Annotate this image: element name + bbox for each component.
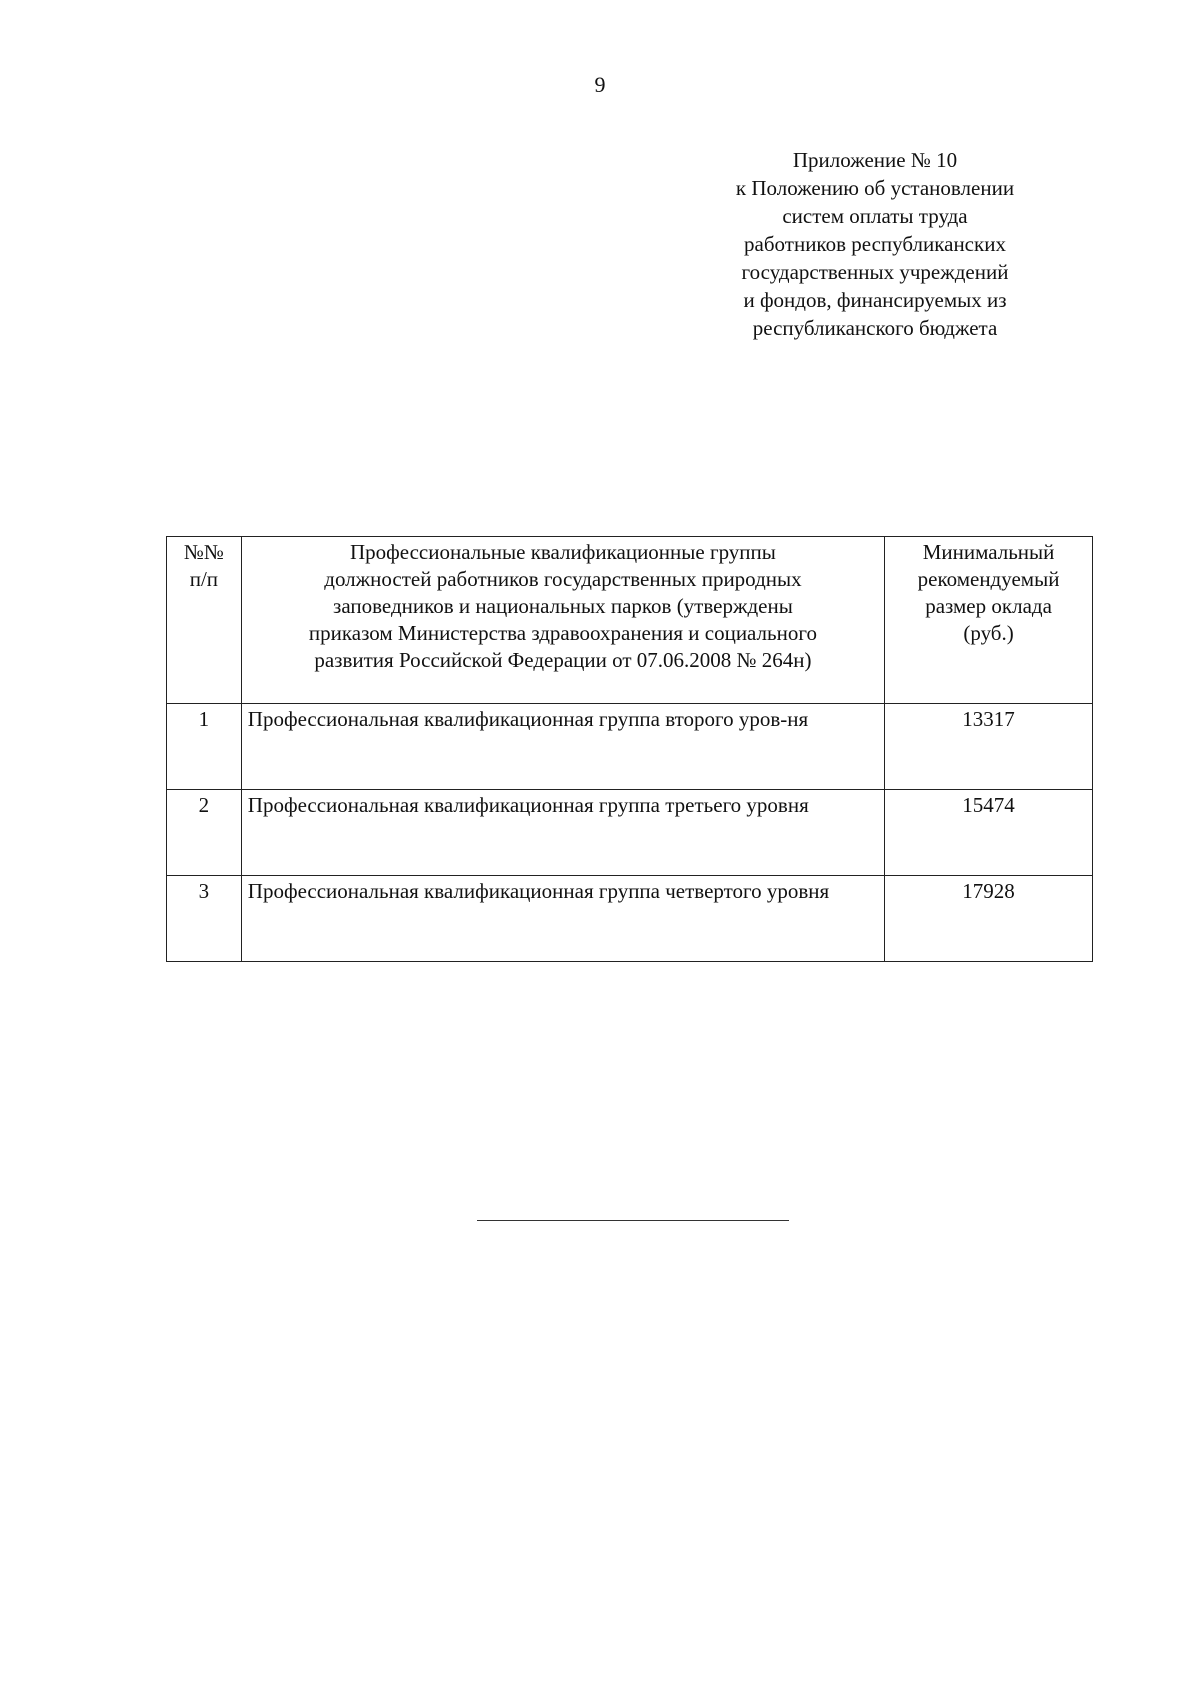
header-salary-line: размер оклада <box>925 594 1052 618</box>
header-salary-line: Минимальный <box>922 540 1055 564</box>
appendix-line: Приложение № 10 <box>792 148 958 172</box>
header-salary-line: рекомендуемый <box>917 567 1060 591</box>
table-row <box>167 876 1093 962</box>
header-group-line: развития Российской Федерации от 07.06.2008 № 264н) <box>314 648 812 672</box>
salary-table <box>166 536 1093 962</box>
table-row <box>167 790 1093 876</box>
row-salary: 15474 <box>885 790 1093 876</box>
appendix-line: систем оплаты труда <box>782 204 968 228</box>
appendix-line: республиканского бюджета <box>752 316 998 340</box>
header-salary-line: (руб.) <box>963 621 1014 645</box>
header-number-line: №№ <box>183 540 224 564</box>
closing-rule <box>477 1220 789 1221</box>
table-header-row <box>167 537 1093 704</box>
header-group-line: Профессиональные квалификационные группы <box>350 540 776 564</box>
appendix-line: государственных учреждений <box>741 260 1009 284</box>
appendix-line: к Положению об установлении <box>735 176 1015 200</box>
row-number: 2 <box>167 790 242 876</box>
row-salary: 13317 <box>885 704 1093 790</box>
header-number <box>167 537 242 704</box>
header-salary <box>885 537 1093 704</box>
row-group-name: Профессиональная квалификационная группа четвертого уровня <box>241 876 884 962</box>
row-number: 3 <box>167 876 242 962</box>
row-number: 1 <box>167 704 242 790</box>
header-group-name <box>241 537 884 704</box>
page-number: 9 <box>594 72 606 97</box>
header-number-line: п/п <box>189 567 219 591</box>
appendix-header <box>690 146 1060 342</box>
table-row <box>167 704 1093 790</box>
header-group-line: приказом Министерства здравоохранения и социального <box>308 621 817 645</box>
header-group-line: должностей работников государственных природных <box>324 567 802 591</box>
row-salary: 17928 <box>885 876 1093 962</box>
row-group-name: Профессиональная квалификационная группа третьего уровня <box>241 790 884 876</box>
row-group-name: Профессиональная квалификационная группа второго уров-ня <box>241 704 884 790</box>
appendix-line: и фондов, финансируемых из <box>743 288 1007 312</box>
header-group-line: заповедников и национальных парков (утверждены <box>333 594 793 618</box>
appendix-line: работников республиканских <box>744 232 1006 256</box>
